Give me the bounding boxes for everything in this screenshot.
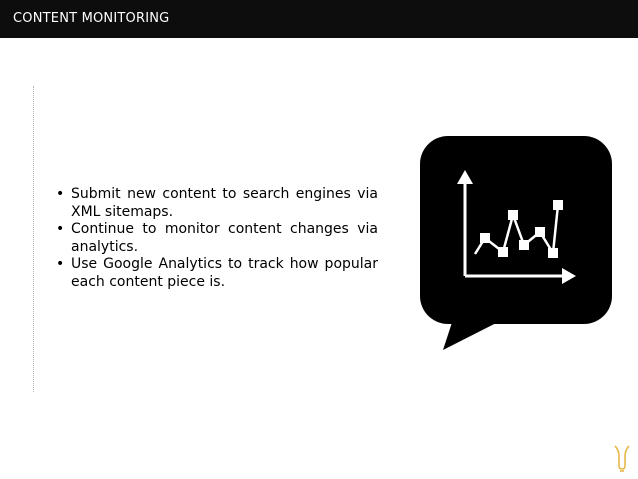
speech-bubble-chart-icon [418,134,614,352]
lightbulb-logo-svg [612,444,632,472]
speech-bubble-chart-svg [418,134,614,352]
bullet-text: Continue to monitor content changes via analytics. [71,221,378,255]
data-point [553,200,563,210]
bullet-dot: • [56,186,65,202]
lightbulb-logo-icon [612,444,632,472]
bullet-item [56,256,378,291]
bullet-text: Use Google Analytics to track how popular each content piece is. [71,256,378,290]
slide-title: CONTENT MONITORING [13,11,170,26]
bullet-item [56,186,378,221]
bullet-text: Submit new content to search engines via XML sitemaps. [71,186,378,220]
data-point [498,247,508,257]
header-bar [0,0,638,38]
data-point [535,227,545,237]
data-point [519,240,529,250]
speech-bubble-body [420,136,612,324]
data-point [508,210,518,220]
bullet-dot: • [56,221,65,237]
bullet-item [56,221,378,256]
data-point [548,248,558,258]
data-point [480,233,490,243]
lightbulb-outline [615,446,629,469]
bullet-dot: • [56,256,65,272]
bullet-list [56,186,378,291]
dotted-divider [33,86,34,392]
